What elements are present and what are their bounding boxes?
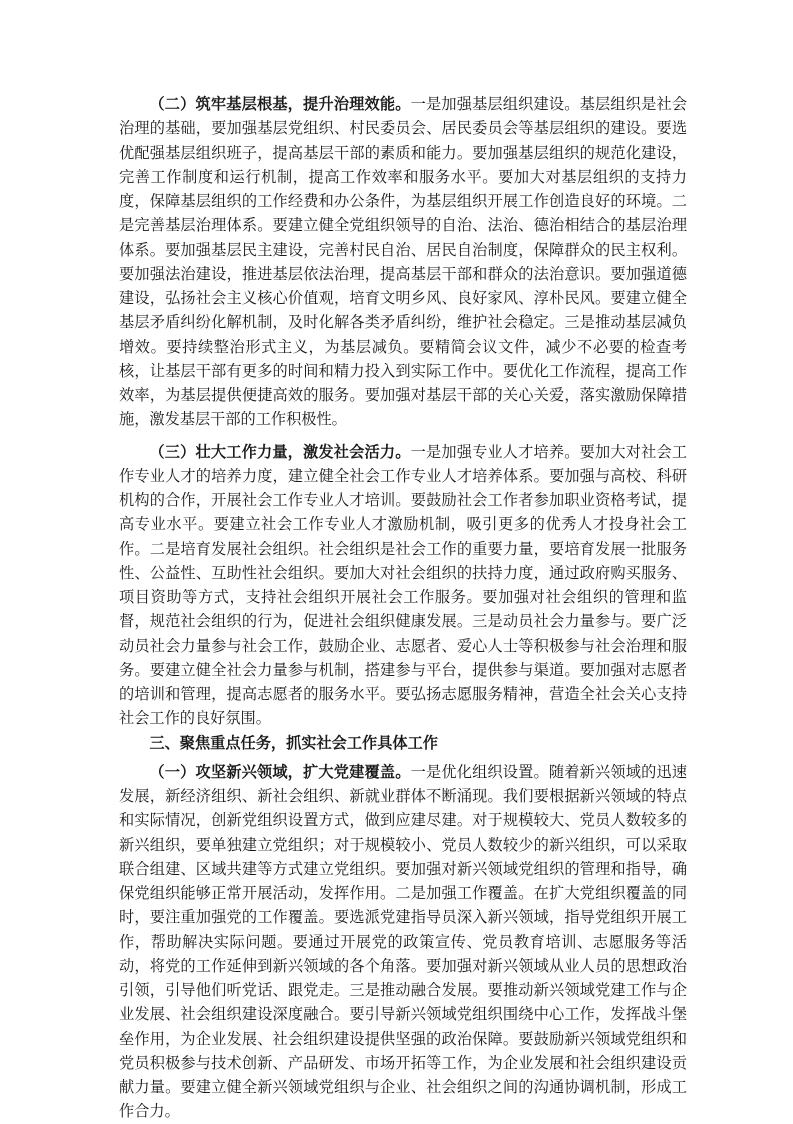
paragraph-body: 一是加强专业人才培养。要加大对社会工作专业人才的培养力度，建立健全社会工作专业人才培养体系。要加强与高校、科研机构的合作，开展社会工作专业人才培训。要鼓励社会工作者参加职业资格考试，提高专业水平。要建立社会工作专业人才激励机制，吸引更多的优秀人才投身社会工作。二是培育发展社会组织。社会组织是社会工作的重要力量，要培育发展一批服务性、公益性、互助性社会组织。要加大对社会组织的扶持力度，通过政府购买服务、项目资助等方式，支持社会组织开展社会工作服务。要加强对社会组织的管理和监督，规范社会组织的行为，促进社会组织健康发展。三是动员社会力量参与。要广泛动员社会力量参与社会工作，鼓励企业、志愿者、爱心人士等积极参与社会治理和服务。要建立健全社会力量参与机制，搭建参与平台，提供参与渠道。要加强对志愿者的培训和管理，提高志愿者的服务水平。要弘扬志愿服务精神，营造全社会关心支持社会工作的良好氛围。 — [119, 442, 688, 728]
paragraph-body: 一是优化组织设置。随着新兴领域的迅速发展，新经济组织、新社会组织、新就业群体不断涌现。我们要根据新兴领域的特点和实际情况，创新党组织设置方式，做到应建尽建。对于规模较大、党员人数较多的新兴组织，要单独建立党组织；对于规模较小、党员人数较少的新兴组织，可以采取联合组建、区域共建等方式建立党组织。要加强对新兴领域党组织的管理和指导，确保党组织能够正常开展活动，发挥作用。二是加强工作覆盖。在扩大党组织覆盖的同时，要注重加强党的工作覆盖。要选派党建指导员深入新兴领域，指导党组织开展工作，帮助解决实际问题。要通过开展党的政策宣传、党员教育培训、志愿服务等活动，将党的工作延伸到新兴领域的各个角落。要加强对新兴领域从业人员的思想政治引领，引导他们听党话、跟党走。三是推动融合发展。要推动新兴领域党建工作与企业发展、社会组织建设深度融合。要引导新兴领域党组织围绕中心工作，发挥战斗堡垒作用，为企业发展、社会组织建设提供坚强的政治保障。要鼓励新兴领域党组织和党员积极参与技术创新、产品研发、市场开拓等工作，为企业发展和社会组织建设贡献力量。要建立健全新兴领域党组织与企业、社会组织之间的沟通协调机制，形成工作合力。 — [119, 762, 688, 1121]
paragraph-lead: （一）攻坚新兴领域，扩大党建覆盖。 — [149, 762, 411, 781]
paragraph-body: 一是加强基层组织建设。基层组织是社会治理的基础，要加强基层党组织、村民委员会、居民委员会等基层组织的建设。要选优配强基层组织班子，提高基层干部的素质和能力。要加强基层组织的规范化建设，完善工作制度和运行机制，提高工作效率和服务水平。要加大对基层组织的支持力度，保障基层组织的工作经费和办公条件，为基层组织开展工作创造良好的环境。二是完善基层治理体系。要建立健全党组织领导的自治、法治、德治相结合的基层治理体系。要加强基层民主建设，完善村民自治、居民自治制度，保障群众的民主权利。要加强法治建设，推进基层依法治理，提高基层干部和群众的法治意识。要加强道德建设，弘扬社会主义核心价值观，培育文明乡风、良好家风、淳朴民风。要建立健全基层矛盾纠纷化解机制，及时化解各类矛盾纠纷，维护社会稳定。三是推动基层减负增效。要持续整治形式主义，为基层减负。要精简会议文件，减少不必要的检查考核，让基层干部有更多的时间和精力投入到实际工作中。要优化工作流程，提高工作效率，为基层提供便捷高效的服务。要加强对基层干部的关心关爱，落实激励保障措施，激发基层干部的工作积极性。 — [119, 95, 688, 429]
paragraph-strengthen-grassroots — [119, 92, 687, 432]
paragraph-lead: （二）筑牢基层根基，提升治理效能。 — [149, 95, 411, 113]
document-page — [119, 92, 687, 1124]
paragraph-lead: （三）壮大工作力量，激发社会活力。 — [149, 442, 411, 461]
paragraph-new-fields — [119, 760, 687, 1124]
paragraph-expand-workforce — [119, 440, 687, 731]
section-heading: 三、聚焦重点任务，抓实社会工作具体工作 — [149, 733, 438, 752]
